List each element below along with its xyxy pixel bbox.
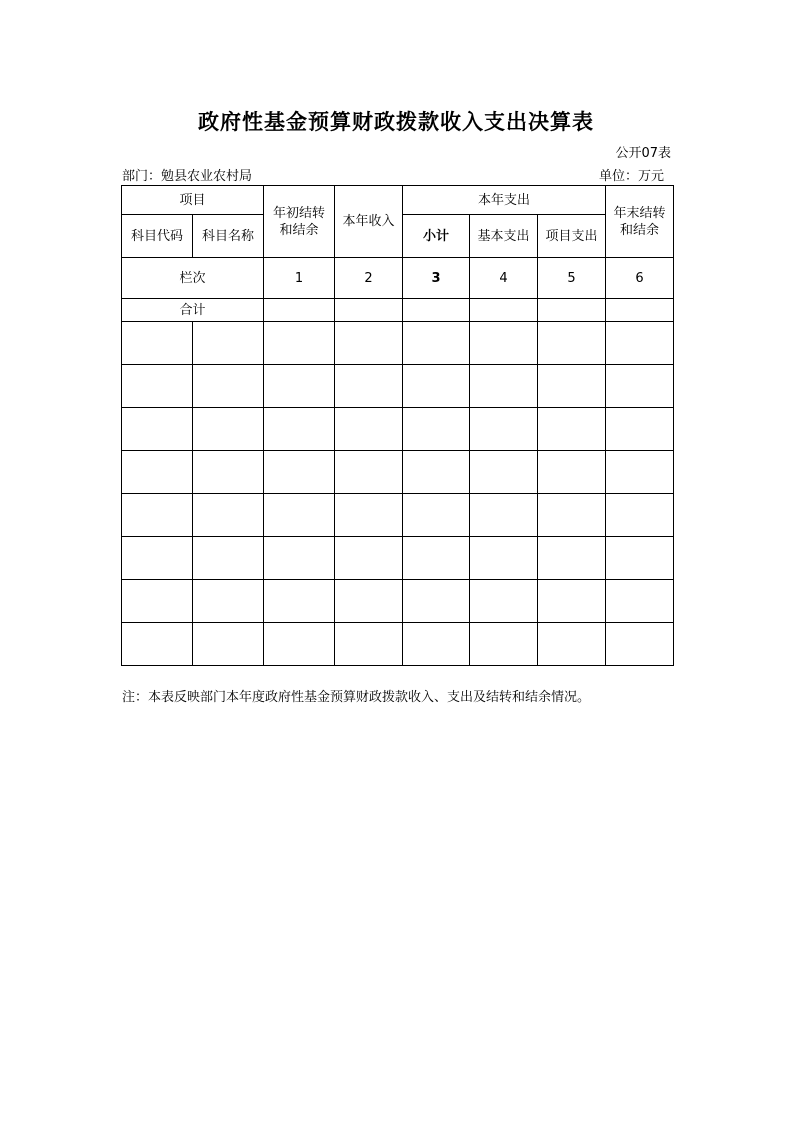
table-cell	[606, 494, 674, 537]
unit-label: 单位：万元	[598, 169, 664, 184]
table-cell	[122, 322, 193, 365]
table-cell	[335, 299, 403, 322]
table-cell	[403, 537, 470, 580]
table-cell	[264, 322, 335, 365]
table-cell	[538, 623, 606, 666]
table-cell	[122, 408, 193, 451]
table-cell	[538, 365, 606, 408]
table-cell	[403, 299, 470, 322]
table-cell	[470, 623, 538, 666]
column-number-row	[122, 258, 674, 299]
table-cell	[606, 623, 674, 666]
table-cell	[193, 451, 264, 494]
table-cell	[403, 365, 470, 408]
table-cell	[335, 580, 403, 623]
table-cell	[606, 451, 674, 494]
table-cell	[122, 623, 193, 666]
table-cell	[193, 408, 264, 451]
table-cell	[606, 537, 674, 580]
header-current-expense: 本年支出	[403, 186, 606, 215]
table-cell	[122, 580, 193, 623]
table-cell	[538, 580, 606, 623]
table-cell	[264, 299, 335, 322]
table-cell	[606, 322, 674, 365]
table-cell	[264, 623, 335, 666]
table-cell	[122, 537, 193, 580]
fund-table	[121, 185, 674, 666]
table-cell	[470, 299, 538, 322]
table-cell	[470, 494, 538, 537]
table-cell	[403, 322, 470, 365]
table-cell	[470, 537, 538, 580]
table-cell	[403, 623, 470, 666]
column-number: 5	[538, 258, 606, 299]
table-row	[122, 580, 674, 623]
header-row-1	[122, 186, 674, 215]
table-cell	[193, 494, 264, 537]
table-cell	[403, 451, 470, 494]
table-cell	[403, 494, 470, 537]
table-cell	[538, 537, 606, 580]
column-number-label: 栏次	[122, 258, 264, 299]
header-subtotal: 小计	[403, 215, 470, 258]
table-cell	[470, 408, 538, 451]
page-title: 政府性基金预算财政拨款收入支出决算表	[198, 110, 594, 134]
column-number: 2	[335, 258, 403, 299]
table-cell	[335, 494, 403, 537]
total-row	[122, 299, 674, 322]
column-number: 1	[264, 258, 335, 299]
table-cell	[193, 580, 264, 623]
table-row	[122, 537, 674, 580]
table-row	[122, 451, 674, 494]
table-cell	[606, 580, 674, 623]
table-cell	[470, 365, 538, 408]
table-cell	[264, 451, 335, 494]
header-item: 项目	[122, 186, 264, 215]
table-cell	[538, 408, 606, 451]
header-subject-code: 科目代码	[122, 215, 193, 258]
table-cell	[335, 408, 403, 451]
table-cell	[403, 408, 470, 451]
total-label: 合计	[122, 299, 264, 322]
table-cell	[606, 299, 674, 322]
table-cell	[538, 494, 606, 537]
table-cell	[335, 322, 403, 365]
table-row	[122, 408, 674, 451]
table-cell	[335, 365, 403, 408]
table-cell	[193, 623, 264, 666]
table-cell	[538, 299, 606, 322]
table-cell	[122, 451, 193, 494]
header-project-expense: 项目支出	[538, 215, 606, 258]
table-cell	[122, 365, 193, 408]
table-cell	[264, 365, 335, 408]
table-cell	[403, 580, 470, 623]
department-label: 部门：勉县农业农村局	[122, 169, 253, 184]
table-cell	[470, 580, 538, 623]
table-cell	[193, 322, 264, 365]
table-cell	[606, 365, 674, 408]
table-cell	[470, 451, 538, 494]
table-cell	[335, 623, 403, 666]
footnote: 注：本表反映部门本年度政府性基金预算财政拨款收入、支出及结转和结余情况。	[122, 690, 591, 705]
column-number: 3	[403, 258, 470, 299]
table-cell	[193, 365, 264, 408]
table-row	[122, 365, 674, 408]
table-row	[122, 322, 674, 365]
table-cell	[538, 322, 606, 365]
column-number: 4	[470, 258, 538, 299]
table-cell	[606, 408, 674, 451]
table-row	[122, 623, 674, 666]
header-basic-expense: 基本支出	[470, 215, 538, 258]
table-cell	[264, 494, 335, 537]
table-cell	[264, 580, 335, 623]
form-number: 公开07表	[615, 146, 671, 161]
header-subject-name: 科目名称	[193, 215, 264, 258]
table-cell	[264, 408, 335, 451]
header-current-income: 本年收入	[335, 186, 403, 258]
table-cell	[193, 537, 264, 580]
table-cell	[122, 494, 193, 537]
table-row	[122, 494, 674, 537]
table-cell	[470, 322, 538, 365]
table-cell	[335, 537, 403, 580]
table-cell	[264, 537, 335, 580]
header-closing-balance: 年末结转和结余	[606, 186, 674, 258]
table-cell	[335, 451, 403, 494]
table-cell	[538, 451, 606, 494]
header-opening-balance: 年初结转和结余	[264, 186, 335, 258]
column-number: 6	[606, 258, 674, 299]
